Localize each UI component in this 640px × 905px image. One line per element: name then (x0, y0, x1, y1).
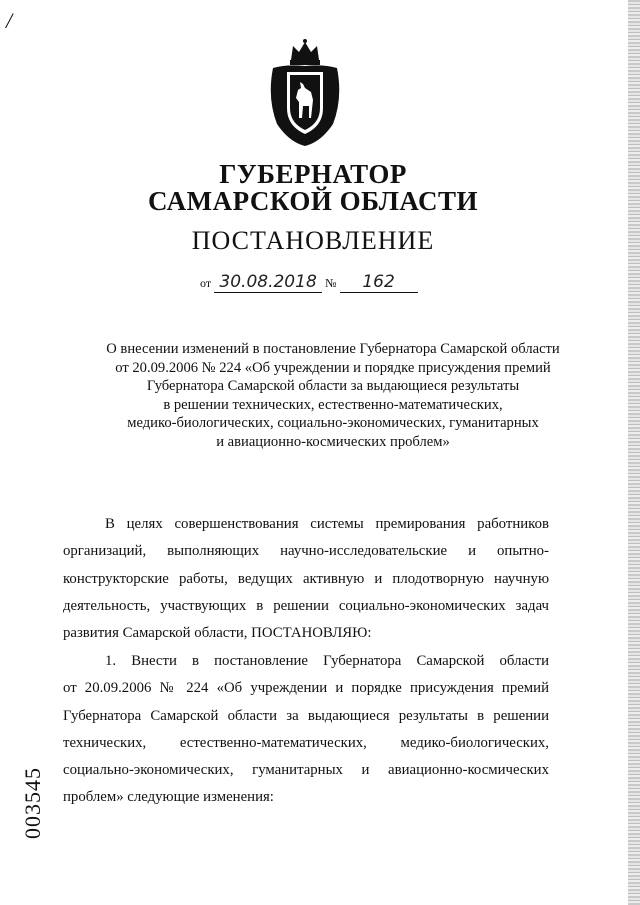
text-line: проблем» следующие изменения: (63, 789, 274, 806)
date-number-line (200, 272, 418, 293)
subject-heading (40, 340, 626, 452)
header-line-governor: ГУБЕРНАТОР (219, 159, 407, 189)
paragraph-preamble (63, 511, 549, 647)
text-line: Губернатора Самарской области за выдающиеся результаты в решении (63, 707, 549, 724)
decree-date: 30.08.2018 (214, 272, 322, 293)
side-document-number: 003545 (20, 767, 45, 839)
text-line: В целях совершенствования системы премирования работников (105, 516, 549, 532)
number-label: № (325, 276, 337, 290)
corner-mark: / (6, 8, 13, 33)
text-line: социально-экономических, гуманитарных и авиационно-космических (63, 762, 549, 779)
text-line: развития Самарской области, ПОСТАНОВЛЯЮ: (63, 625, 372, 642)
subject-line: и авиационно-космических проблем» (216, 433, 450, 450)
text-line: технических, естественно-математических, медико-биологических, (63, 734, 549, 751)
subject-line: в решении технических, естественно-математических, (163, 396, 503, 413)
text-line: деятельность, участвующих в решении социально-экономических задач (63, 597, 549, 614)
subject-line: Губернатора Самарской области за выдающиеся результаты (146, 378, 520, 395)
scan-edge (628, 0, 640, 905)
text-line: организаций, выполняющих научно-исследовательские и опытно- (63, 543, 549, 560)
paragraph-item-1 (63, 648, 549, 812)
from-label: от (200, 276, 212, 290)
document-type-title: ПОСТАНОВЛЕНИЕ (191, 226, 435, 255)
subject-line: О внесении изменений в постановление Губернатора Самарской области (106, 341, 560, 357)
subject-line: медико-биологических, социально-экономических, гуманитарных (127, 415, 539, 432)
coat-of-arms-icon (263, 38, 347, 148)
subject-line: от 20.09.2006 № 224 «Об учреждении и порядке присуждения премий (115, 359, 551, 376)
text-line: от 20.09.2006 № 224 «Об учреждении и порядке присуждения премий (63, 680, 549, 697)
decree-number: 162 (340, 272, 418, 293)
text-line: 1. Внести в постановление Губернатора Самарской области (105, 653, 549, 669)
header-line-region: САМАРСКОЙ ОБЛАСТИ (147, 186, 479, 216)
text-line: конструкторские работы, ведущих активную и плодотворную научную (63, 570, 549, 587)
